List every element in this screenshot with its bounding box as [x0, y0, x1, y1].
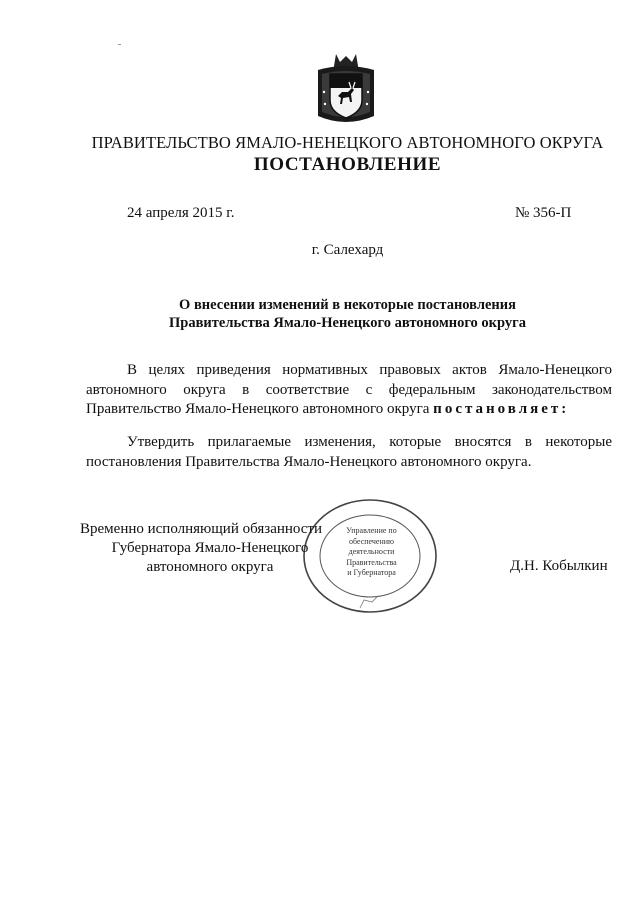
- subject-line-2: Правительства Ямало-Ненецкого автономного округа: [169, 315, 526, 331]
- coat-of-arms-emblem: [314, 52, 378, 130]
- scan-mark: [118, 44, 121, 45]
- signatory-name: Д.Н. Кобылкин: [510, 558, 608, 574]
- stamp-line-1: Управление по: [346, 526, 397, 535]
- signatory-title: [80, 520, 340, 577]
- decision-text: Утвердить прилагаемые изменения, которые вносятся в некоторые постановления Правительства Ямало-Ненецкого автономного округа.: [86, 434, 612, 470]
- organization-name: ПРАВИТЕЛЬСТВО ЯМАЛО-НЕНЕЦКОГО АВТОНОМНОГО ОКРУГА: [91, 133, 604, 152]
- preamble-decree-word: постановляет:: [433, 401, 570, 417]
- paragraph-preamble: [86, 361, 612, 420]
- document-city: г. Салехард: [311, 242, 384, 258]
- signatory-title-line-2: Губернатора Ямало-Ненецкого: [111, 540, 309, 556]
- stamp-line-2: обеспечению: [348, 536, 394, 546]
- stamp-line-5: и Губернатора: [347, 568, 396, 577]
- paragraph-decision: [86, 433, 612, 472]
- signatory-title-line-1: Временно исполняющий обязанности: [80, 521, 323, 537]
- preamble-text: В целях приведения нормативных правовых актов Ямало-Ненецкого автономного округа в соответствие с федеральным законодательством Правительство Ямало-Ненецкого автономного округа: [86, 362, 612, 417]
- document-type: ПОСТАНОВЛЕНИЕ: [253, 154, 442, 175]
- signatory-title-line-3: автономного округа: [146, 559, 274, 575]
- stamp-line-4: Правительства: [346, 557, 397, 567]
- document-number: № 356-П: [515, 205, 572, 221]
- subject-line-1: О внесении изменений в некоторые постановления: [179, 297, 516, 313]
- stamp-inner-text: [334, 526, 409, 579]
- stamp-line-3: деятельности: [348, 547, 395, 556]
- document-date: 24 апреля 2015 г.: [127, 205, 235, 221]
- document-subject: [0, 296, 640, 332]
